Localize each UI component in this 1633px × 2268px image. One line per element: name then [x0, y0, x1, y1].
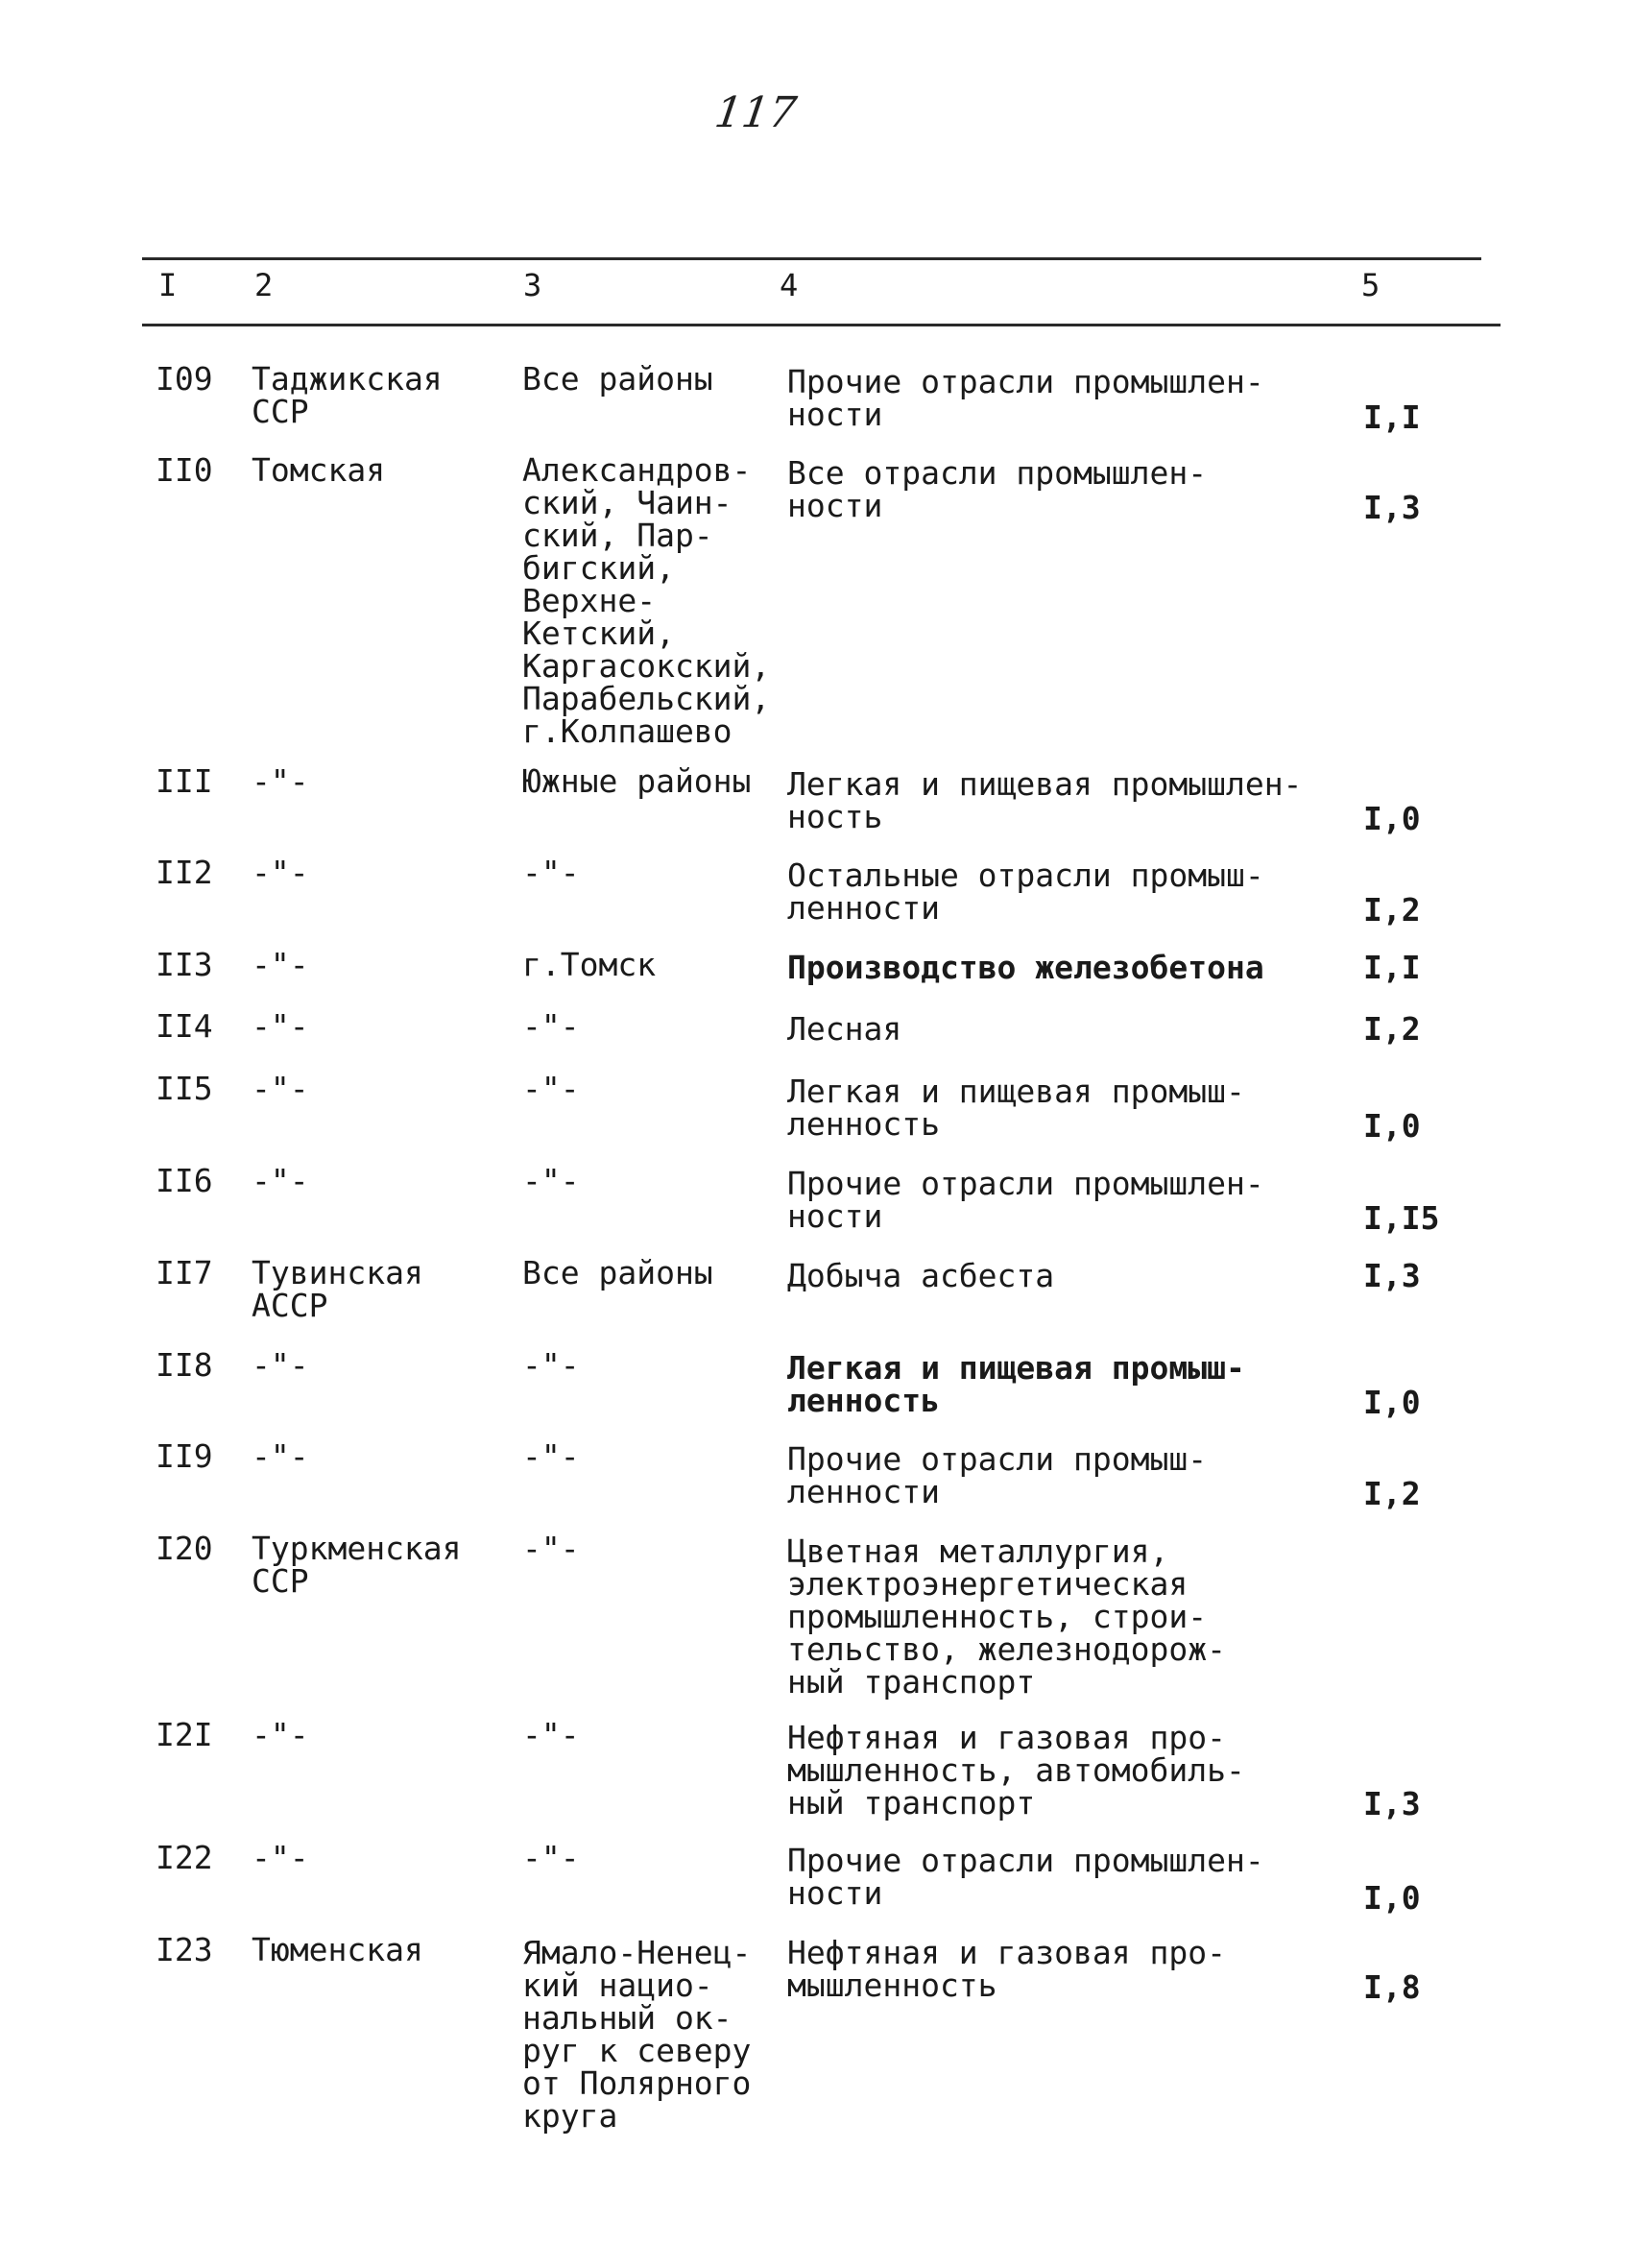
coefficient-cell: I,0 [1363, 1107, 1421, 1145]
district-cell: Ямало-Ненец- кий нацио- нальный ок- руг к северу от Полярного круга [522, 1934, 752, 2135]
district-cell: -"- [522, 854, 580, 891]
industry-cell: Остальные отрасли промыш- ленности [787, 857, 1264, 927]
region-cell: -"- [252, 762, 309, 800]
coefficient-cell: I,2 [1363, 1475, 1421, 1512]
region-cell: -"- [252, 1007, 309, 1045]
district-cell: -"- [522, 1437, 580, 1475]
region-cell: -"- [252, 1070, 309, 1107]
row-number: II0 [156, 451, 213, 489]
industry-cell: Производство железобетона [787, 949, 1264, 986]
industry-cell: Легкая и пищевая промыш- ленность [787, 1349, 1245, 1419]
row-number: II3 [156, 946, 213, 983]
row-number: I22 [156, 1839, 213, 1876]
row-number: II4 [156, 1007, 213, 1045]
row-number: II9 [156, 1437, 213, 1475]
table-top-rule [142, 257, 1481, 260]
industry-cell: Нефтяная и газовая про- мышленность [787, 1934, 1226, 2004]
industry-cell: Добыча асбеста [787, 1257, 1055, 1294]
industry-cell: Прочие отрасли промышлен- ности [787, 1842, 1264, 1912]
region-cell: -"- [252, 1346, 309, 1384]
industry-cell: Прочие отрасли промышлен- ности [787, 1165, 1264, 1235]
district-cell: -"- [522, 1070, 580, 1107]
coefficient-cell: I,3 [1363, 1785, 1421, 1822]
district-cell: Южные районы [522, 762, 752, 800]
column-header-3: 3 [523, 267, 542, 303]
industry-cell: Прочие отрасли промышлен- ности [787, 363, 1264, 433]
coefficient-cell: I,I [1363, 949, 1421, 986]
district-cell: -"- [522, 1346, 580, 1384]
district-cell: г.Томск [522, 946, 657, 983]
region-cell: Тюменская [252, 1931, 423, 1968]
row-number: II5 [156, 1070, 213, 1107]
table-header-rule [142, 324, 1501, 326]
row-number: II7 [156, 1254, 213, 1291]
district-cell: -"- [522, 1530, 580, 1567]
row-number: III [156, 762, 213, 800]
row-number: I09 [156, 360, 213, 398]
district-cell: Александров- ский, Чаин- ский, Пар- бигский, Верхне- Кетский, Каргасокский, Парабельский, г.Колпашево [522, 451, 771, 750]
industry-cell: Лесная [787, 1010, 902, 1048]
region-cell: -"- [252, 854, 309, 891]
coefficient-cell: I,3 [1363, 1257, 1421, 1294]
coefficient-cell: I,2 [1363, 1010, 1421, 1048]
column-header-1: I [158, 267, 178, 303]
column-header-2: 2 [254, 267, 274, 303]
industry-cell: Нефтяная и газовая про- мышленность, автомобиль- ный транспорт [787, 1719, 1245, 1822]
coefficient-cell: I,3 [1363, 489, 1421, 526]
region-cell: -"- [252, 1716, 309, 1753]
region-cell: Тувинская АССР [252, 1254, 423, 1324]
column-header-5: 5 [1361, 267, 1381, 303]
district-cell: -"- [522, 1007, 580, 1045]
coefficient-cell: I,8 [1363, 1968, 1421, 2006]
industry-cell: Прочие отрасли промыш- ленности [787, 1440, 1208, 1510]
row-number: II6 [156, 1162, 213, 1199]
region-cell: Туркменская ССР [252, 1530, 462, 1600]
row-number: II2 [156, 854, 213, 891]
region-cell: -"- [252, 1437, 309, 1475]
region-cell: Томская [252, 451, 386, 489]
column-header-4: 4 [780, 267, 799, 303]
district-cell: -"- [522, 1839, 580, 1876]
district-cell: Все районы [522, 360, 713, 398]
industry-cell: Все отрасли промышлен- ности [787, 454, 1208, 524]
coefficient-cell: I,0 [1363, 1879, 1421, 1917]
industry-cell: Цветная металлургия, электроэнергетическая промышленность, строи- тельство, железнодорож- ный транспорт [787, 1532, 1226, 1701]
row-number: II8 [156, 1346, 213, 1384]
region-cell: -"- [252, 946, 309, 983]
district-cell: -"- [522, 1716, 580, 1753]
coefficient-cell: I,2 [1363, 891, 1421, 929]
coefficient-cell: I,0 [1363, 1384, 1421, 1421]
region-cell: -"- [252, 1162, 309, 1199]
industry-cell: Легкая и пищевая промыш- ленность [787, 1073, 1245, 1143]
row-number: I2I [156, 1716, 213, 1753]
district-cell: Все районы [522, 1254, 713, 1291]
district-cell: -"- [522, 1162, 580, 1199]
region-cell: -"- [252, 1839, 309, 1876]
page-number: 117 [711, 88, 800, 137]
row-number: I23 [156, 1931, 213, 1968]
coefficient-cell: I,I5 [1363, 1199, 1440, 1237]
region-cell: Таджикская ССР [252, 360, 443, 430]
industry-cell: Легкая и пищевая промышлен- ность [787, 765, 1303, 835]
coefficient-cell: I,0 [1363, 800, 1421, 837]
row-number: I20 [156, 1530, 213, 1567]
coefficient-cell: I,I [1363, 398, 1421, 436]
